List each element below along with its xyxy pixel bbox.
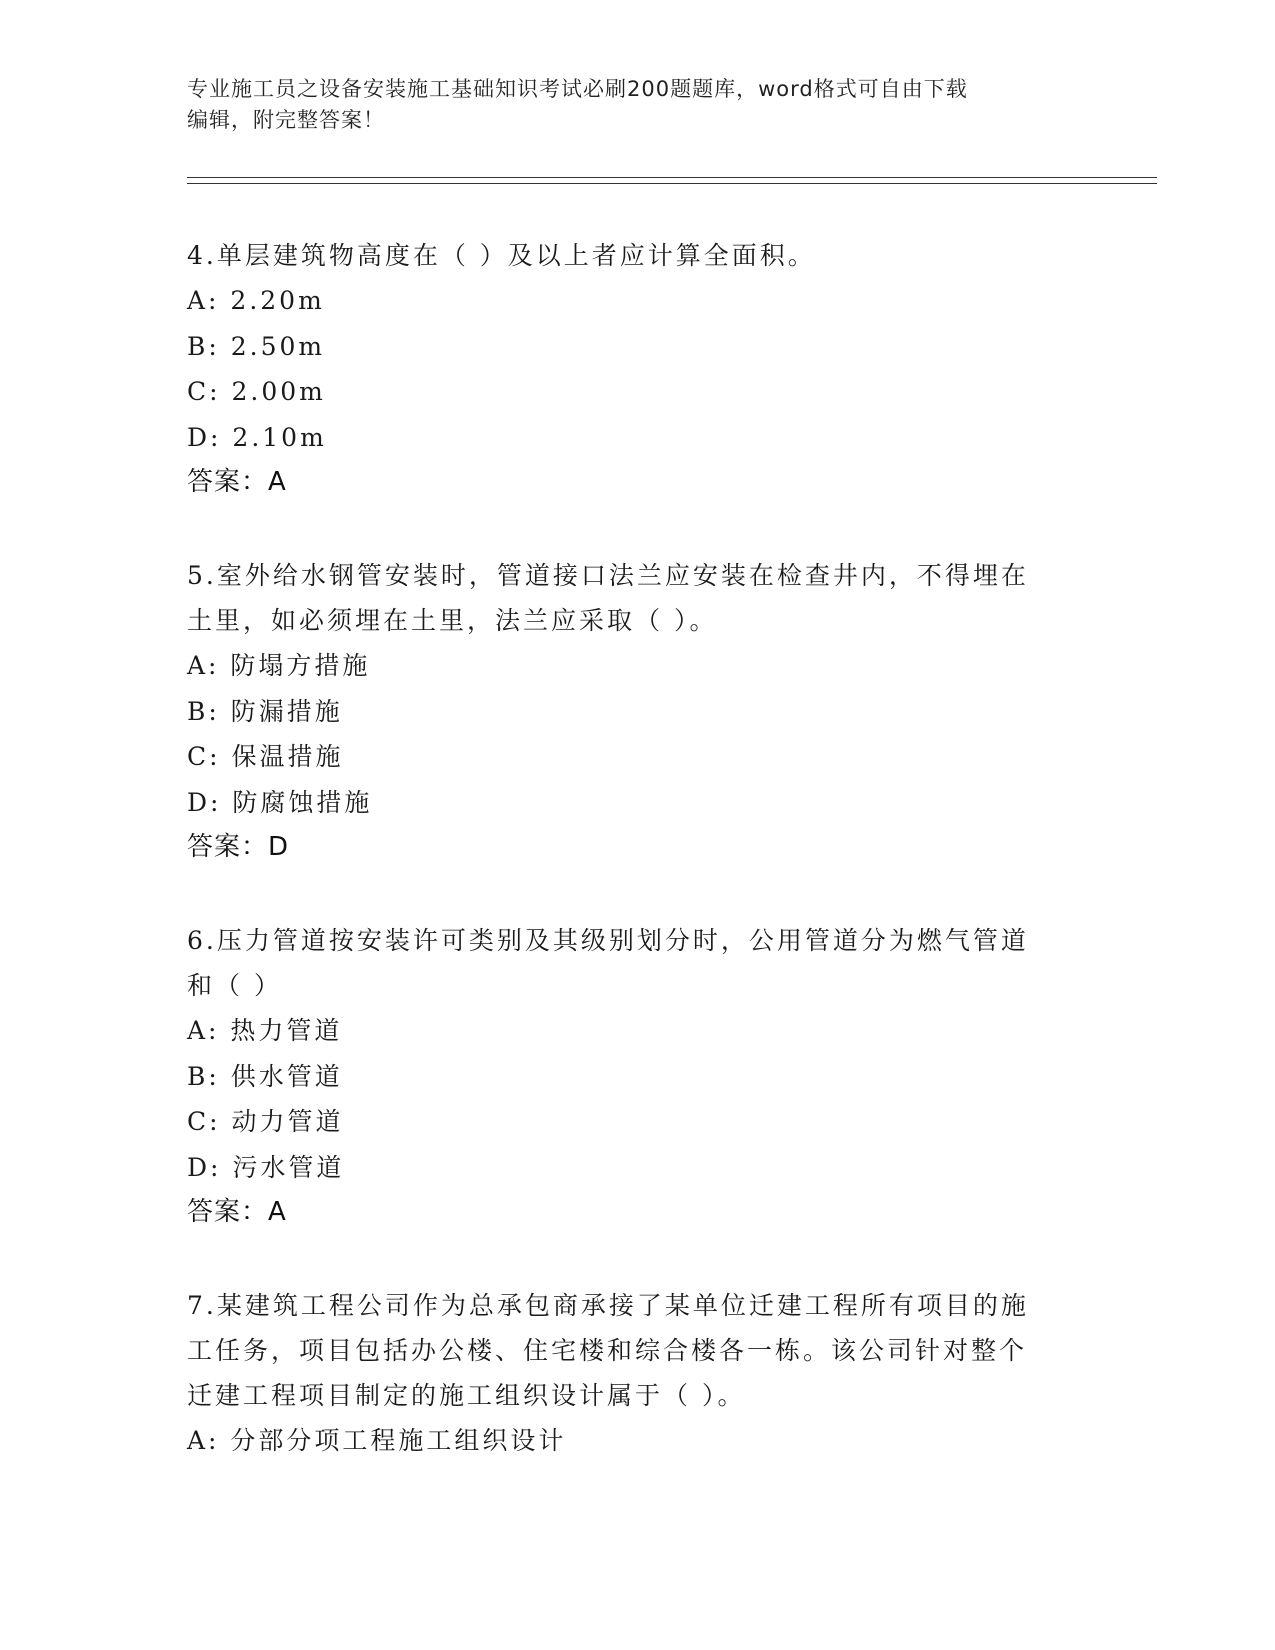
option-a: A: 分部分项工程施工组织设计: [187, 1426, 567, 1455]
header-rule-bottom: [187, 183, 1157, 184]
option-b: B: 2.50m: [187, 331, 326, 361]
header-line-2: 编辑，附完整答案！: [187, 108, 385, 132]
question-text-line: 工任务，项目包括办公楼、住宅楼和综合楼各一栋。该公司针对整个: [187, 1336, 1028, 1365]
header-line-1: 专业施工员之设备安装施工基础知识考试必刷200题题库，word格式可自由下载: [187, 77, 968, 101]
question-text-line: 7.某建筑工程公司作为总承包商承接了某单位迁建工程所有项目的施: [187, 1291, 1029, 1320]
question-6: [187, 918, 1067, 1235]
question-7: [187, 1283, 1067, 1464]
option-c: C: 保温措施: [187, 742, 344, 771]
question-text-line: 5.室外给水钢管安装时，管道接口法兰应安装在检查井内，不得埋在: [187, 561, 1029, 590]
question-text-line: 6.压力管道按安装许可类别及其级别划分时，公用管道分为燃气管道: [187, 926, 1029, 955]
question-text: [187, 918, 1067, 1008]
option-a: A: 防塌方措施: [187, 651, 371, 680]
question-4: [187, 233, 1067, 505]
question-text: [187, 553, 1067, 643]
option-d: D: 污水管道: [187, 1152, 345, 1182]
header-rule-top: [187, 177, 1157, 178]
option-a: A: 热力管道: [187, 1016, 343, 1045]
question-text-line: 4.单层建筑物高度在（ ）及以上者应计算全面积。: [187, 241, 816, 270]
question-text: [187, 1283, 1067, 1418]
option-a: A: 2.20m: [187, 286, 325, 315]
question-text-line: 迁建工程项目制定的施工组织设计属于（ ）。: [187, 1381, 746, 1410]
option-b: B: 供水管道: [187, 1061, 343, 1091]
question-5: [187, 553, 1067, 870]
question-text-line: 土里，如必须埋在土里，法兰应采取（ ）。: [187, 606, 718, 635]
answer: 答案：D: [187, 832, 290, 862]
option-c: C: 动力管道: [187, 1107, 344, 1136]
answer: 答案：A: [187, 467, 287, 497]
option-d: D: 防腐蚀措施: [187, 787, 373, 817]
question-list: [187, 233, 1067, 1512]
question-text: [187, 233, 1067, 278]
option-c: C: 2.00m: [187, 377, 326, 406]
answer: 答案：A: [187, 1197, 287, 1227]
question-text-line: 和（ ）: [187, 971, 282, 1000]
option-b: B: 防漏措施: [187, 696, 343, 726]
option-d: D: 2.10m: [187, 422, 327, 452]
document-header: [187, 74, 1077, 136]
